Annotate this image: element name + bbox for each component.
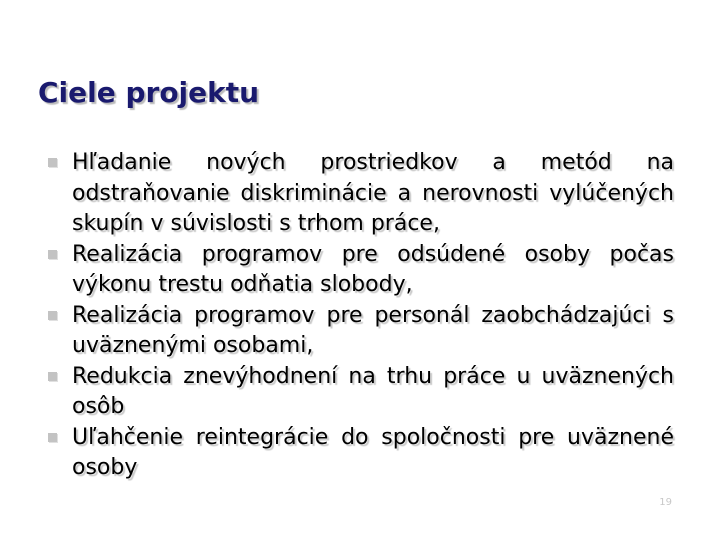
list-item	[44, 423, 674, 484]
square-bullet-icon	[48, 311, 57, 320]
bullet-list	[44, 148, 674, 484]
slide-title: Ciele projektu	[38, 76, 260, 109]
square-bullet-icon	[48, 158, 57, 167]
list-item-text: Realizácia programov pre personál zaobchádzajúci s uväznenými osobami,	[72, 302, 674, 358]
square-bullet-icon	[48, 250, 57, 259]
list-item-text: Hľadanie nových prostriedkov a metód na odstraňovanie diskriminácie a nerovnosti vylúčených skupín v súvislosti s trhom práce,	[72, 150, 674, 236]
square-bullet-icon	[48, 433, 57, 442]
page-number: 19	[659, 497, 672, 508]
list-item-text: Realizácia programov pre odsúdené osoby počas výkonu trestu odňatia slobody,	[72, 241, 674, 297]
list-item-text: Redukcia znevýhodnení na trhu práce u uväznených osôb	[72, 363, 674, 419]
list-item	[44, 362, 674, 423]
list-item	[44, 148, 674, 240]
list-item	[44, 301, 674, 362]
list-item	[44, 240, 674, 301]
square-bullet-icon	[48, 372, 57, 381]
list-item-text: Uľahčenie reintegrácie do spoločnosti pre uväznené osoby	[72, 424, 674, 480]
